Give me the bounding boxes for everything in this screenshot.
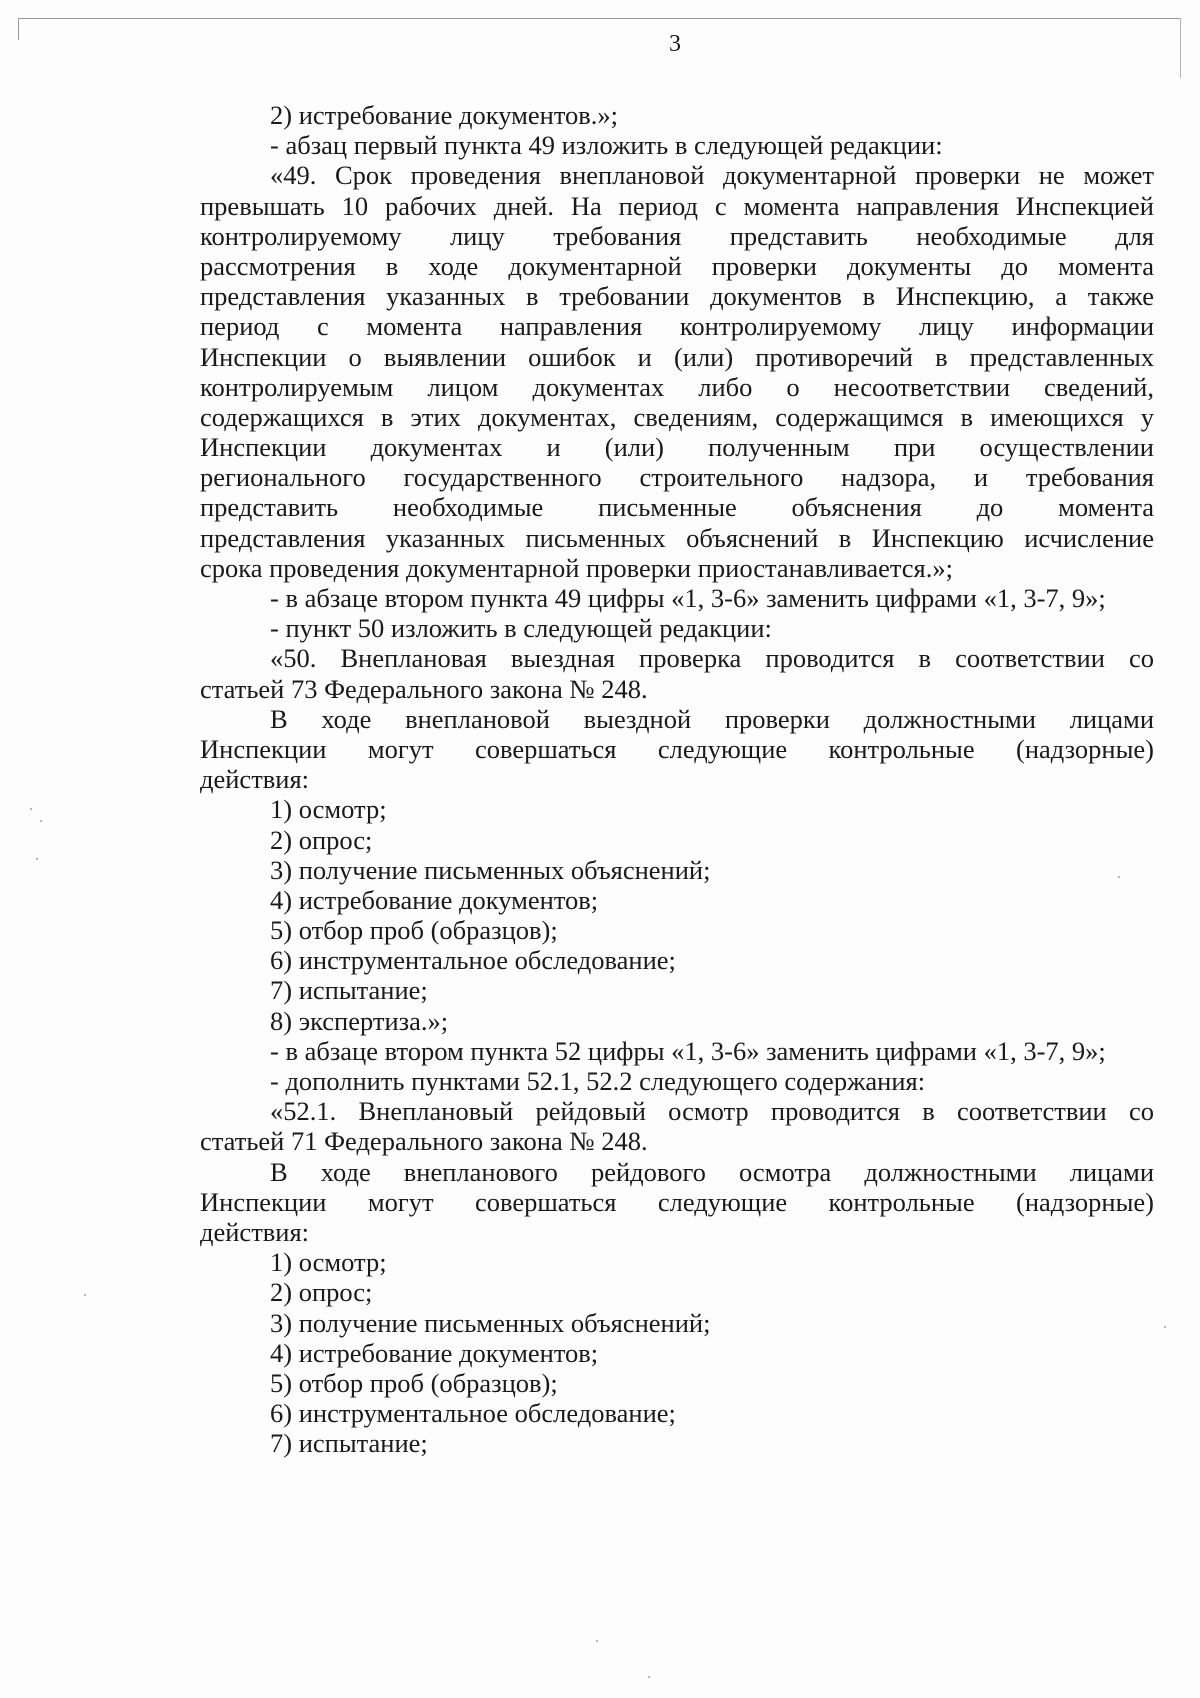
text-line: 1) осмотр; [270, 794, 387, 825]
text-line: - в абзаце втором пункта 52 цифры «1, 3-6» заменить цифрами «1, 3-7, 9»; [270, 1035, 1106, 1066]
text-line: В ходе внепланового рейдового осмотра должностными лицами [270, 1156, 1154, 1187]
text-line: «52.1. Внеплановый рейдовый осмотр проводится в соответствии со [270, 1096, 1154, 1127]
text-line: Инспекции могут совершаться следующие контрольные (надзорные) [200, 733, 1154, 764]
text-line: 7) испытание; [270, 1428, 428, 1459]
text-line: 2) опрос; [270, 824, 373, 855]
text-line: - в абзаце втором пункта 49 цифры «1, 3-6» заменить цифрами «1, 3-7, 9»; [270, 583, 1106, 613]
text-line: 6) инструментальное обследование; [270, 1398, 676, 1429]
text-line: представить необходимые письменные объяснения до момента [200, 492, 1154, 523]
text-line: 2) истребование документов.»; [270, 100, 619, 130]
text-line: 4) истребование документов; [270, 884, 599, 915]
document-body [200, 100, 1154, 1458]
text-line: 7) испытание; [270, 975, 428, 1006]
text-line: Инспекции могут совершаться следующие контрольные (надзорные) [200, 1186, 1154, 1217]
text-line: контролируемому лицу требования представить необходимые для [200, 220, 1154, 251]
text-line: действия: [200, 1216, 310, 1247]
text-line: регионального государственного строительного надзора, и требования [200, 462, 1154, 493]
text-line: 5) отбор проб (образцов); [270, 1367, 558, 1398]
text-line: 2) опрос; [270, 1277, 373, 1308]
text-line: «50. Внеплановая выездная проверка проводится в соответствии со [270, 643, 1154, 674]
scan-speck [36, 858, 38, 860]
scan-speck [1164, 1326, 1166, 1328]
text-line: превышать 10 рабочих дней. На период с момента направления Инспекцией [200, 190, 1154, 221]
text-line: 4) истребование документов; [270, 1337, 599, 1368]
scan-border-top [18, 18, 1180, 19]
page-number: 3 [669, 31, 681, 57]
text-line: статьей 71 Федерального закона № 248. [200, 1126, 648, 1157]
text-line: 3) получение письменных объяснений; [270, 854, 711, 885]
text-line: 1) осмотр; [270, 1247, 387, 1278]
text-line: действия: [200, 764, 310, 795]
text-line: 3) получение письменных объяснений; [270, 1307, 711, 1338]
text-line: срока проведения документарной проверки приостанавливается.»; [200, 552, 953, 583]
text-line: «49. Срок проведения внеплановой документарной проверки не может [270, 160, 1154, 191]
text-line: 6) инструментальное обследование; [270, 945, 676, 976]
scan-speck [40, 820, 42, 822]
text-line: 8) экспертиза.»; [270, 1005, 449, 1036]
text-line: период с момента направления контролируемому лицу информации [200, 311, 1154, 342]
text-line: - абзац первый пункта 49 изложить в следующей редакции: [270, 130, 943, 161]
scan-speck [84, 1294, 86, 1296]
scan-speck [648, 1676, 650, 1678]
text-line: представления указанных письменных объяснений в Инспекцию исчисление [200, 522, 1154, 553]
text-line: - пункт 50 изложить в следующей редакции: [270, 613, 772, 644]
text-line: - дополнить пунктами 52.1, 52.2 следующего содержания: [270, 1066, 926, 1096]
text-line: В ходе внеплановой выездной проверки должностными лицами [270, 703, 1154, 734]
scan-speck [596, 1640, 598, 1642]
text-line: содержащихся в этих документах, сведениям, содержащимся в имеющихся у [200, 401, 1154, 432]
scan-speck [30, 808, 32, 810]
text-line: контролируемым лицом документах либо о несоответствии сведений, [200, 371, 1154, 402]
text-line: Инспекции документах и (или) полученным при осуществлении [200, 432, 1154, 463]
text-line: статьей 73 Федерального закона № 248. [200, 673, 648, 704]
text-line: Инспекции о выявлении ошибок и (или) противоречий в представленных [200, 341, 1154, 372]
text-line: рассмотрения в ходе документарной проверки документы до момента [200, 250, 1154, 281]
text-line: 5) отбор проб (образцов); [270, 915, 558, 946]
text-line: представления указанных в требовании документов в Инспекцию, а также [200, 281, 1154, 312]
